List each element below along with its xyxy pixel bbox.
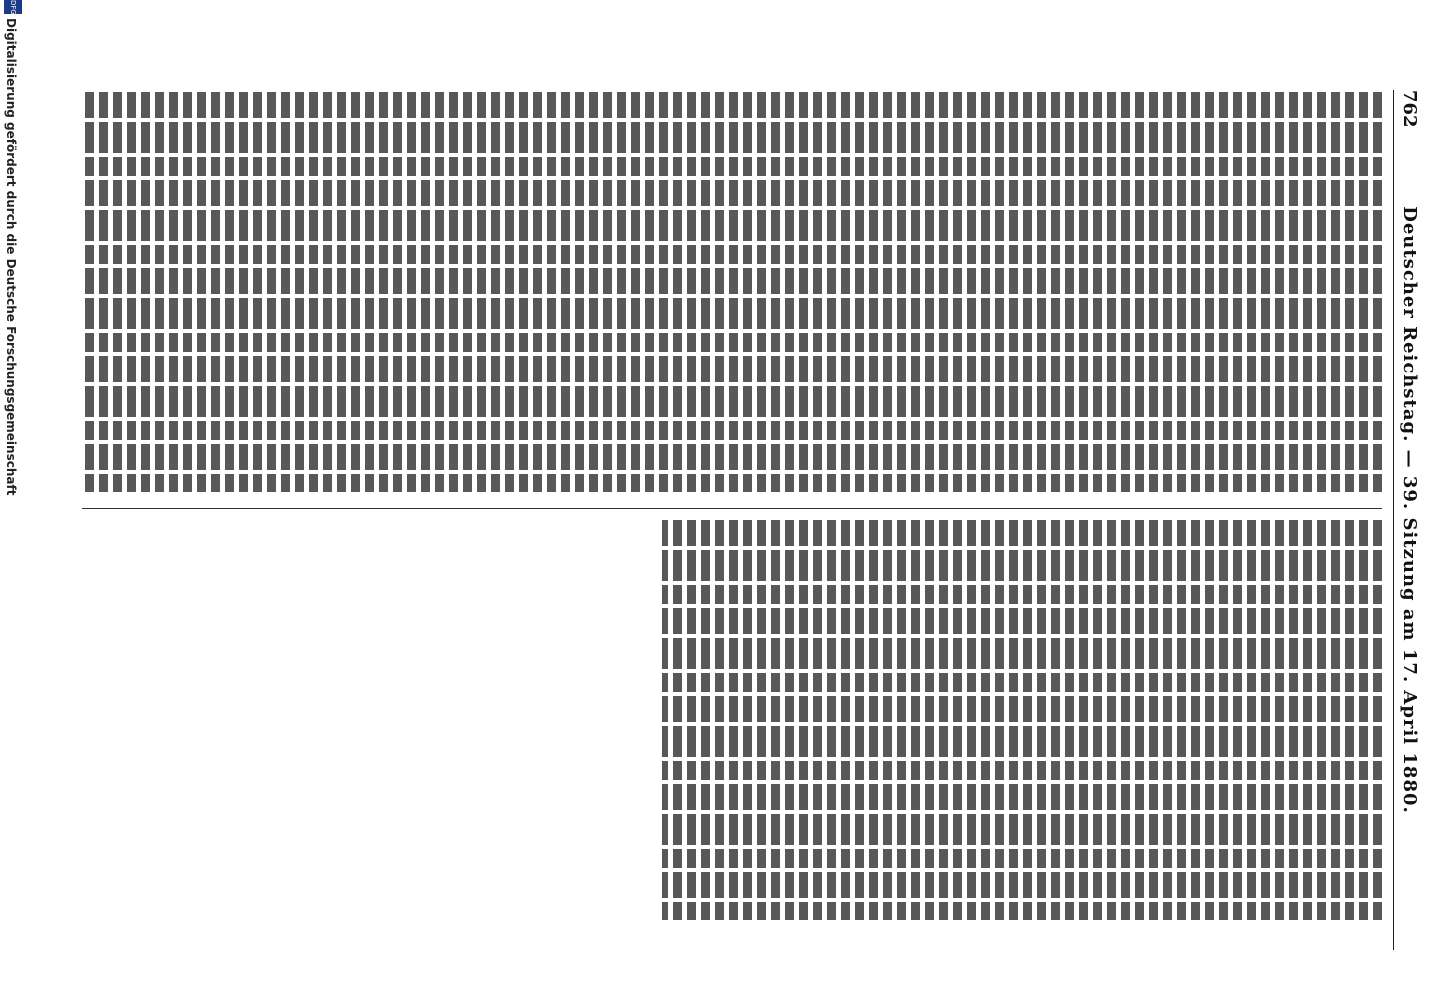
text-column-right (662, 520, 1382, 920)
column-text-block (82, 92, 1382, 492)
header-rule (1393, 90, 1394, 950)
digitization-credit: Digitalisierung gefördert durch die Deutsche Forschungsgemeinschaft (4, 18, 18, 496)
page-title: Deutscher Reichstag. — 39. Sitzung am 17. April 1880. (1399, 206, 1420, 814)
text-column-left (82, 92, 1382, 492)
column-divider (82, 508, 1382, 509)
page-header (1394, 90, 1420, 930)
dfg-logo: DFG (4, 0, 22, 14)
column-text-block (662, 520, 1382, 920)
page-number: 762 (1399, 90, 1420, 128)
